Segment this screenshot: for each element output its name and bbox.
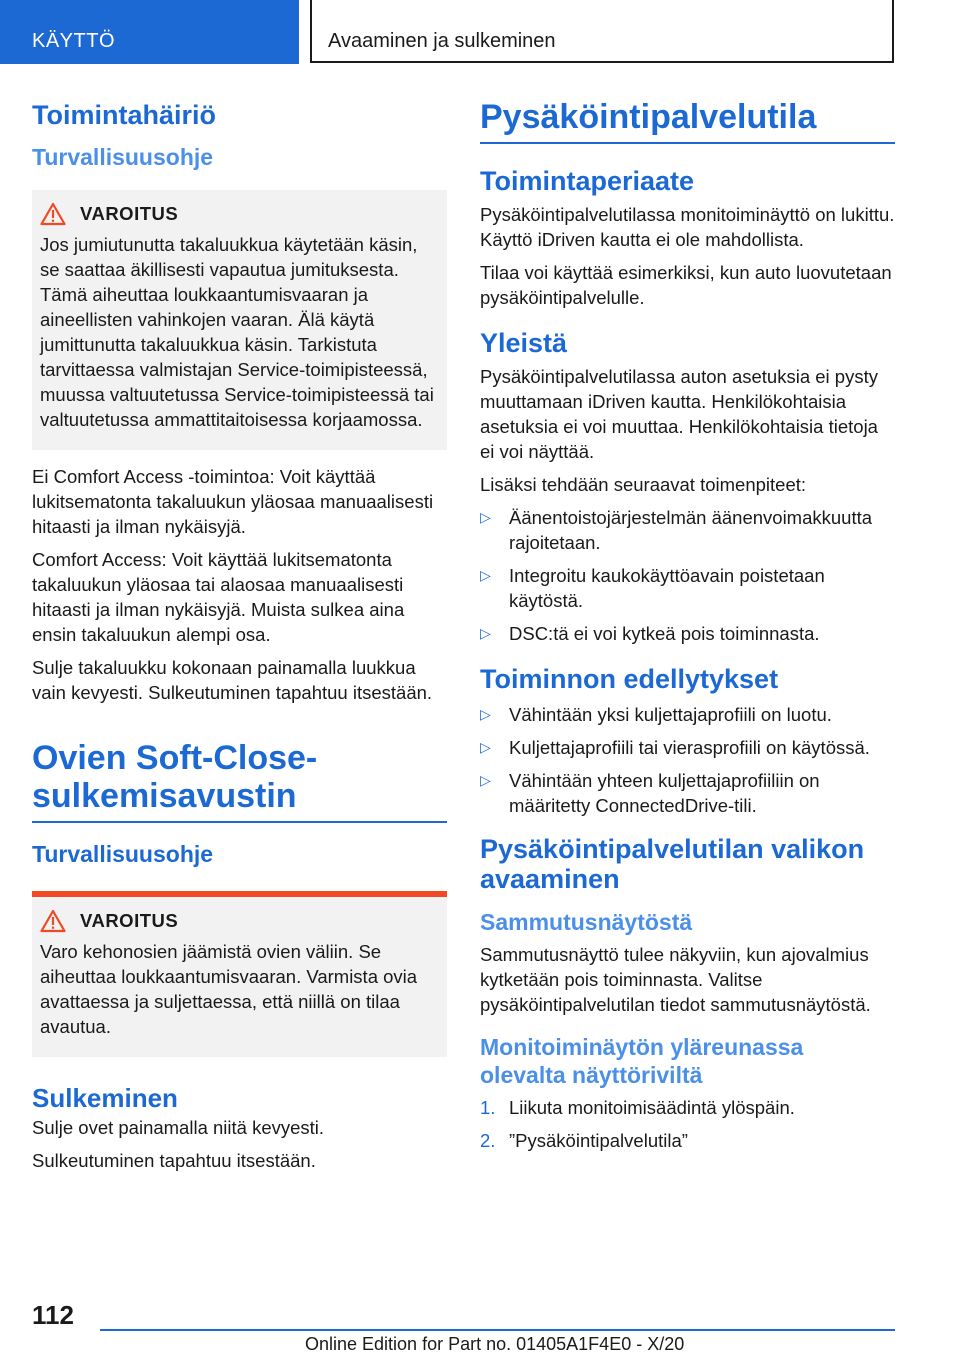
bullet-list — [480, 505, 895, 646]
list-item: ▷ DSC:tä ei voi kytkeä pois toiminnasta. — [480, 623, 820, 644]
footer-divider — [100, 1329, 895, 1331]
paragraph: Ei Comfort Access -toimintoa: Voit käyttää lukitsematonta takaluukun yläosaa manuaalisesti hitaasti ja ilman nykäisyjä. — [32, 466, 434, 537]
paragraph: Comfort Access: Voit käyttää lukitsematonta takaluukun yläosaa tai alaosaa manuaalisesti hitaasti ja ilman nykäisyjä. Muista sulkea aina ensin takaluukun alempi osa. — [32, 549, 405, 645]
paragraph: Pysäköintipalvelutilassa auton asetuksia ei pysty muuttamaan iDriven kautta. Henkilökohtaisia asetuksia ei voi muuttaa. Henkilökohtaisia tietoja ei voi näyttää. — [480, 366, 878, 462]
bullet-list — [480, 702, 895, 818]
heading-turvallisuusohje: Turvallisuusohje — [32, 144, 214, 170]
warning-triangle-icon — [40, 909, 66, 933]
paragraph: Sulkeutuminen tapahtuu itsestään. — [32, 1150, 316, 1171]
section-tab — [0, 0, 299, 64]
paragraph: Sammutusnäyttö tulee näkyviin, kun ajovalmius kytketään pois toiminnasta. Valitse pysäköintipalvelutilan tiedot sammutusnäytöstä. — [480, 944, 871, 1015]
list-item: ▷ Vähintään yhteen kuljettajaprofiiliin on määritetty ConnectedDrive-tili. — [480, 770, 820, 816]
list-item: ▷ Äänentoistojärjestelmän äänenvoimakkuutta rajoitetaan. — [480, 507, 873, 553]
warning-triangle-icon — [40, 202, 66, 226]
paragraph: Pysäköintipalvelutilassa monitoiminäyttö on lukittu. Käyttö iDriven kautta ei ole mahdollista. — [480, 204, 895, 250]
paragraph: Sulje ovet painamalla niitä kevyesti. — [32, 1117, 325, 1138]
warning-text: Jos jumiutunutta takaluukkua käytetään käsin, se saattaa äkillisesti vapautua jumituksesta. Tämä aiheuttaa loukkaantumisvaaran ja aineellisten vahinkojen vaaran. Älä käytä jumittunutta takaluukkua käsin. Tarkistuta tarvittaessa valmistajan Service-toimipisteessä, muussa valtuutetussa Service-toimipisteessä tai valtuutetussa ammattitaitoisessa korjaamossa. — [40, 234, 434, 430]
heading-sulkeminen: Sulkeminen — [32, 1083, 178, 1113]
heading-sammutusnaytosta: Sammutusnäytöstä — [480, 909, 693, 935]
heading-toimintahairio: Toimintahäiriö — [32, 100, 217, 130]
list-item: 2. ”Pysäköintipalvelutila” — [480, 1130, 688, 1151]
heading-monitoiminayton-ylareunassa: Monitoiminäytön yläreunassa olevalta näyttöriviltä — [480, 1034, 804, 1088]
heading-toimintaperiaate: Toimintaperiaate — [480, 166, 695, 196]
paragraph: Tilaa voi käyttää esimerkiksi, kun auto luovutetaan pysäköintipalvelulle. — [480, 262, 892, 308]
paragraph: Sulje takaluukku kokonaan painamalla luukkua vain kevyesti. Sulkeutuminen tapahtuu itsestään. — [32, 657, 433, 703]
triangle-bullet-icon: ▷ — [480, 625, 491, 641]
warning-box — [32, 891, 447, 1057]
warning-title: VAROITUS — [40, 202, 439, 226]
right-column — [480, 98, 895, 1163]
heading-pysakointipalvelutila: Pysäköintipalvelutila — [480, 98, 895, 144]
numbered-list — [480, 1095, 895, 1153]
triangle-bullet-icon: ▷ — [480, 567, 491, 583]
triangle-bullet-icon: ▷ — [480, 772, 491, 788]
footer-edition: Online Edition for Part no. 01405A1F4E0 - X/20 — [305, 1334, 685, 1354]
warning-box — [32, 190, 447, 450]
list-item: ▷ Vähintään yksi kuljettajaprofiili on luotu. — [480, 704, 832, 725]
warning-text: Varo kehonosien jäämistä ovien väliin. Se aiheuttaa loukkaantumisvaaran. Varmista ovia avattaessa ja suljettaessa, että niillä on tilaa avautua. — [40, 941, 418, 1037]
paragraph: Lisäksi tehdään seuraavat toimenpiteet: — [480, 474, 807, 495]
triangle-bullet-icon: ▷ — [480, 509, 491, 525]
section-title: KÄYTTÖ — [32, 30, 116, 52]
list-item: ▷ Kuljettajaprofiili tai vierasprofiili on käytössä. — [480, 737, 870, 758]
left-column — [32, 98, 447, 1181]
heading-turvallisuusohje: Turvallisuusohje — [32, 841, 214, 867]
chapter-tab — [310, 0, 894, 63]
heading-toiminnon-edellytykset: Toiminnon edellytykset — [480, 664, 779, 694]
chapter-title: Avaaminen ja sulkeminen — [328, 30, 556, 52]
heading-yleista: Yleistä — [480, 328, 568, 358]
triangle-bullet-icon: ▷ — [480, 739, 491, 755]
heading-valikon-avaaminen: Pysäköintipalvelutilan valikon avaaminen — [480, 834, 865, 894]
list-item: 1. Liikuta monitoimisäädintä ylöspäin. — [480, 1097, 795, 1118]
triangle-bullet-icon: ▷ — [480, 706, 491, 722]
warning-title: VAROITUS — [40, 909, 439, 933]
list-item: ▷ Integroitu kaukokäyttöavain poistetaan käytöstä. — [480, 565, 825, 611]
page-number: 112 — [32, 1300, 74, 1330]
heading-ovien-soft-close: Ovien Soft-Close-sulkemisavustin — [32, 739, 447, 823]
